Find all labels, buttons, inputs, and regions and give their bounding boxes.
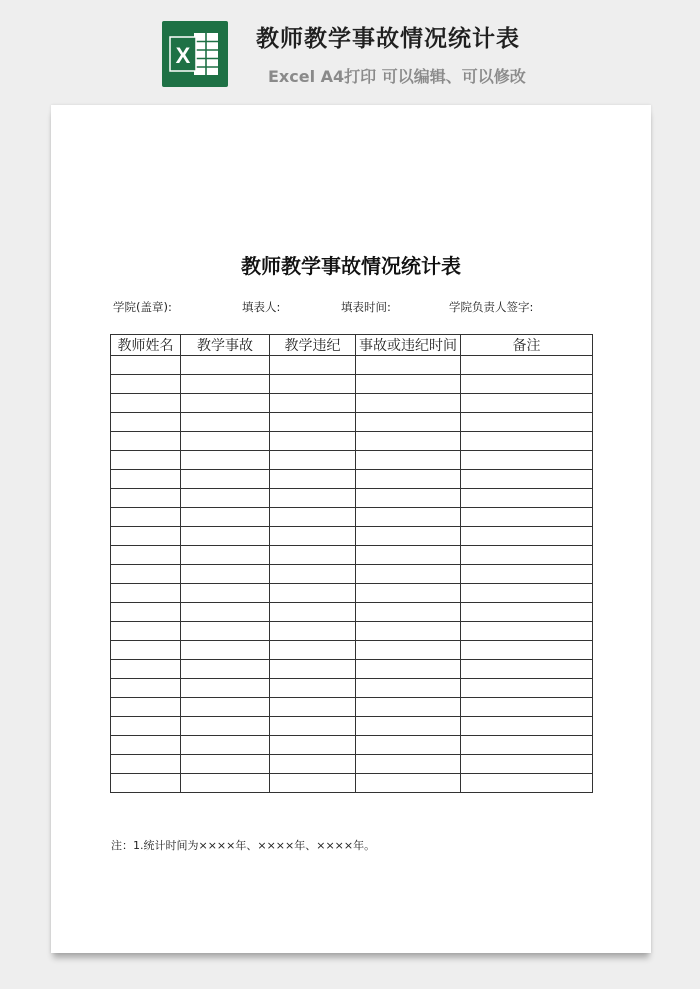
table-row: [111, 432, 593, 451]
table-cell[interactable]: [461, 736, 593, 755]
table-cell[interactable]: [356, 717, 461, 736]
table-header-row: [111, 335, 593, 356]
column-header-teacher-name: 教师姓名: [111, 335, 181, 356]
table-cell[interactable]: [270, 489, 356, 508]
table-row: [111, 622, 593, 641]
table-cell[interactable]: [111, 622, 181, 641]
table-cell[interactable]: [356, 755, 461, 774]
table-cell[interactable]: [270, 565, 356, 584]
table-cell[interactable]: [270, 584, 356, 603]
table-row: [111, 660, 593, 679]
college-stamp-label: 学院(盖章):: [113, 300, 172, 314]
table-cell[interactable]: [461, 432, 593, 451]
filler-label: 填表人:: [242, 300, 281, 314]
table-cell[interactable]: [111, 565, 181, 584]
table-row: [111, 394, 593, 413]
table-cell[interactable]: [181, 622, 270, 641]
table-cell[interactable]: [111, 717, 181, 736]
table-cell[interactable]: [461, 489, 593, 508]
table-cell[interactable]: [111, 432, 181, 451]
table-cell[interactable]: [181, 755, 270, 774]
table-cell[interactable]: [356, 736, 461, 755]
footnote: 注：1.统计时间为××××年、××××年、××××年。: [111, 839, 376, 852]
table-cell[interactable]: [111, 755, 181, 774]
table-cell[interactable]: [461, 603, 593, 622]
table-cell[interactable]: [356, 546, 461, 565]
table-cell[interactable]: [461, 546, 593, 565]
table-cell[interactable]: [356, 660, 461, 679]
table-cell[interactable]: [461, 679, 593, 698]
column-header-teaching-violation: 教学违纪: [270, 335, 356, 356]
table-cell[interactable]: [181, 489, 270, 508]
table-cell[interactable]: [181, 470, 270, 489]
table-row: [111, 736, 593, 755]
table-cell[interactable]: [181, 679, 270, 698]
table-cell[interactable]: [356, 375, 461, 394]
table-row: [111, 413, 593, 432]
table-cell[interactable]: [461, 375, 593, 394]
table-cell[interactable]: [181, 508, 270, 527]
table-cell[interactable]: [111, 546, 181, 565]
table-cell[interactable]: [181, 527, 270, 546]
table-cell[interactable]: [356, 451, 461, 470]
table-cell[interactable]: [111, 470, 181, 489]
table-cell[interactable]: [461, 698, 593, 717]
table-cell[interactable]: [111, 698, 181, 717]
table-cell[interactable]: [461, 755, 593, 774]
column-header-incident-time: 事故或违纪时间: [356, 335, 461, 356]
statistics-table: [110, 334, 593, 793]
table-cell[interactable]: [181, 698, 270, 717]
table-cell[interactable]: [181, 451, 270, 470]
table-cell[interactable]: [181, 356, 270, 375]
table-cell[interactable]: [270, 356, 356, 375]
signer-label: 学院负责人签字:: [449, 300, 534, 314]
table-cell[interactable]: [270, 736, 356, 755]
table-cell[interactable]: [181, 603, 270, 622]
table-cell[interactable]: [181, 641, 270, 660]
table-cell[interactable]: [111, 508, 181, 527]
banner: [0, 0, 700, 105]
table-cell[interactable]: [270, 527, 356, 546]
table-row: [111, 717, 593, 736]
table-cell[interactable]: [356, 413, 461, 432]
table-cell[interactable]: [461, 622, 593, 641]
table-row: [111, 508, 593, 527]
table-cell[interactable]: [270, 603, 356, 622]
table-row: [111, 546, 593, 565]
table-cell[interactable]: [270, 413, 356, 432]
table-cell[interactable]: [356, 698, 461, 717]
table-cell[interactable]: [111, 489, 181, 508]
table-cell[interactable]: [111, 394, 181, 413]
table-row: [111, 755, 593, 774]
form-meta-row: [51, 299, 651, 317]
table-cell[interactable]: [181, 736, 270, 755]
table-cell[interactable]: [181, 717, 270, 736]
table-cell[interactable]: [356, 470, 461, 489]
table-cell[interactable]: [270, 375, 356, 394]
table-body: [111, 356, 593, 793]
table-row: [111, 774, 593, 793]
table-cell[interactable]: [461, 413, 593, 432]
table-cell[interactable]: [461, 451, 593, 470]
table-cell[interactable]: [111, 603, 181, 622]
table-cell[interactable]: [356, 603, 461, 622]
table-cell[interactable]: [356, 356, 461, 375]
table-row: [111, 451, 593, 470]
table-row: [111, 679, 593, 698]
table-cell[interactable]: [461, 527, 593, 546]
table-cell[interactable]: [270, 717, 356, 736]
table-cell[interactable]: [111, 356, 181, 375]
table-cell[interactable]: [181, 584, 270, 603]
banner-title: 教师教学事故情况统计表: [256, 26, 520, 52]
form-title: 教师教学事故情况统计表: [241, 254, 461, 278]
table-cell[interactable]: [461, 565, 593, 584]
table-cell[interactable]: [461, 717, 593, 736]
table-cell[interactable]: [356, 489, 461, 508]
table-cell[interactable]: [270, 622, 356, 641]
table-cell[interactable]: [461, 641, 593, 660]
table-cell[interactable]: [111, 679, 181, 698]
table-cell[interactable]: [356, 394, 461, 413]
table-cell[interactable]: [270, 641, 356, 660]
table-cell[interactable]: [270, 774, 356, 793]
table-cell[interactable]: [356, 508, 461, 527]
table-cell[interactable]: [181, 394, 270, 413]
table-cell[interactable]: [270, 546, 356, 565]
table-cell[interactable]: [111, 584, 181, 603]
table-cell[interactable]: [356, 584, 461, 603]
table-cell[interactable]: [270, 394, 356, 413]
table-cell[interactable]: [270, 698, 356, 717]
table-cell[interactable]: [111, 527, 181, 546]
table-row: [111, 584, 593, 603]
table-cell[interactable]: [461, 508, 593, 527]
table-row: [111, 698, 593, 717]
table-row: [111, 470, 593, 489]
banner-subtitle: Excel A4打印 可以编辑、可以修改: [268, 67, 526, 86]
table-cell[interactable]: [111, 641, 181, 660]
table-cell[interactable]: [181, 546, 270, 565]
table-cell[interactable]: [270, 679, 356, 698]
table-cell[interactable]: [461, 774, 593, 793]
table-cell[interactable]: [461, 394, 593, 413]
table-cell[interactable]: [356, 527, 461, 546]
table-cell[interactable]: [461, 356, 593, 375]
table-cell[interactable]: [111, 736, 181, 755]
excel-icon: [162, 21, 228, 87]
table-cell[interactable]: [111, 774, 181, 793]
table-row: [111, 356, 593, 375]
table-row: [111, 375, 593, 394]
column-header-remarks: 备注: [461, 335, 593, 356]
table-cell[interactable]: [270, 432, 356, 451]
table-cell[interactable]: [181, 432, 270, 451]
table-cell[interactable]: [270, 508, 356, 527]
table-cell[interactable]: [270, 451, 356, 470]
table-cell[interactable]: [356, 622, 461, 641]
table-cell[interactable]: [181, 413, 270, 432]
table-row: [111, 603, 593, 622]
table-row: [111, 527, 593, 546]
table-cell[interactable]: [111, 660, 181, 679]
table-cell[interactable]: [111, 413, 181, 432]
table-cell[interactable]: [181, 774, 270, 793]
table-cell[interactable]: [356, 774, 461, 793]
table-cell[interactable]: [181, 375, 270, 394]
table-row: [111, 489, 593, 508]
table-cell[interactable]: [111, 451, 181, 470]
table-cell[interactable]: [356, 565, 461, 584]
table-cell[interactable]: [356, 432, 461, 451]
table-cell[interactable]: [461, 584, 593, 603]
column-header-teaching-accident: 教学事故: [181, 335, 270, 356]
table-cell[interactable]: [356, 679, 461, 698]
table-cell[interactable]: [461, 470, 593, 489]
fill-time-label: 填表时间:: [341, 300, 391, 314]
table-cell[interactable]: [461, 660, 593, 679]
table-cell[interactable]: [270, 755, 356, 774]
table-cell[interactable]: [356, 641, 461, 660]
table-cell[interactable]: [181, 565, 270, 584]
table-cell[interactable]: [181, 660, 270, 679]
table-row: [111, 641, 593, 660]
excel-logo-letter: X: [175, 43, 191, 68]
table-row: [111, 565, 593, 584]
table-cell[interactable]: [270, 660, 356, 679]
table-cell[interactable]: [270, 470, 356, 489]
table-cell[interactable]: [111, 375, 181, 394]
document-page: [51, 105, 651, 953]
